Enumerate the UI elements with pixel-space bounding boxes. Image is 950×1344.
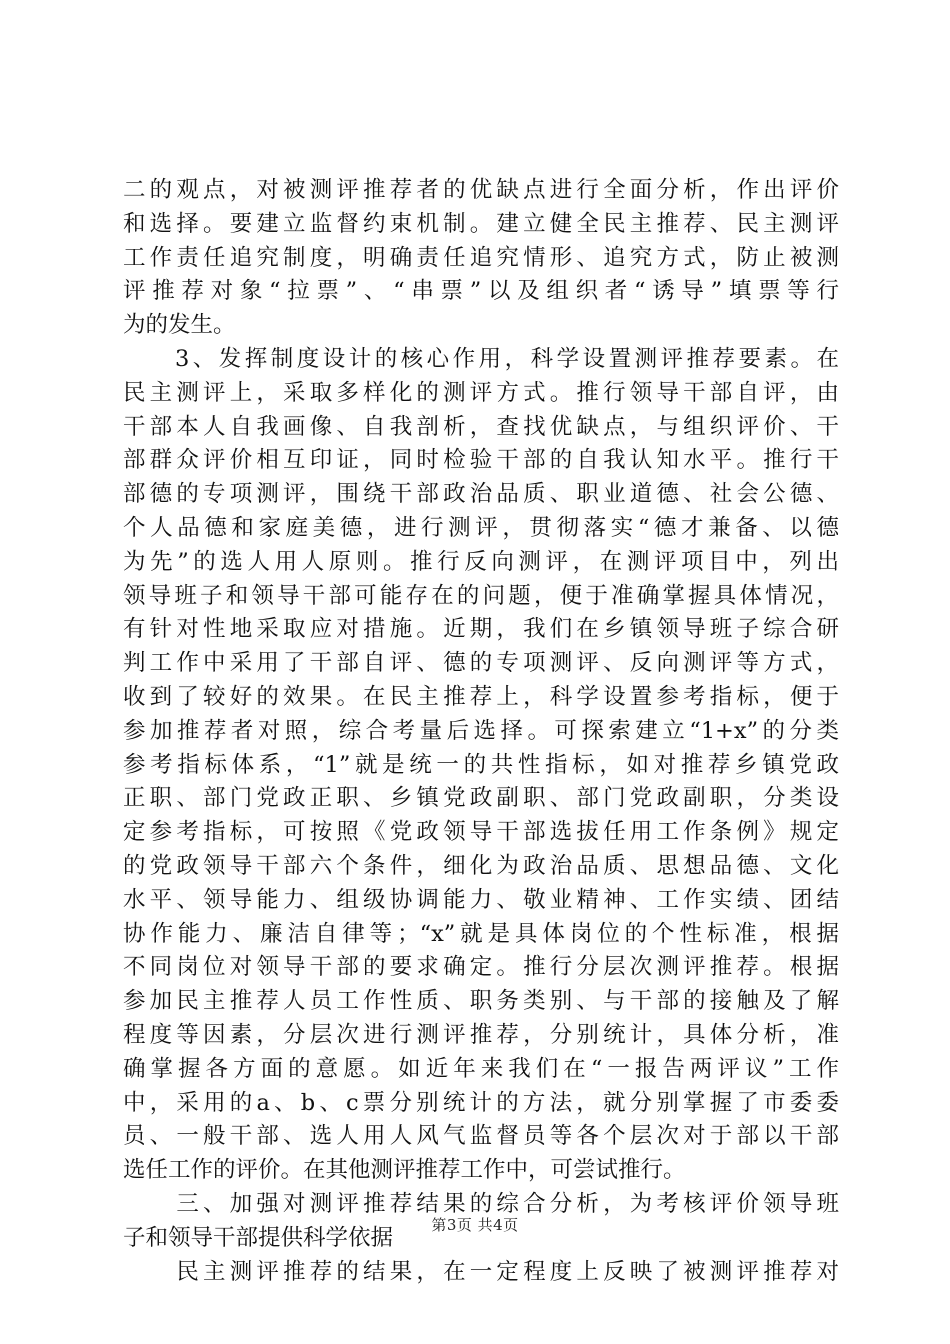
text-line: 参考指标体系，“1”就是统一的共性指标，如对推荐乡镇党政	[123, 751, 839, 778]
text-line: 确掌握各方面的意愿。如近年来我们在“一报告两评议”工作	[123, 1055, 839, 1082]
text-line: 工作责任追究制度，明确责任追究情形、追究方式，防止被测	[123, 244, 839, 271]
text-line: 部群众评价相互印证，同时检验干部的自我认知水平。推行干	[123, 447, 839, 474]
text-line: 评推荐对象“拉票”、“串票”以及组织者“诱导”填票等行	[123, 278, 839, 305]
text-line: 二的观点，对被测评推荐者的优缺点进行全面分析，作出评价	[123, 177, 839, 203]
text-line: 3、发挥制度设计的核心作用，科学设置测评推荐要素。在	[123, 345, 839, 372]
text-line: 参加民主推荐人员工作性质、职务类别、与干部的接触及了解	[123, 988, 839, 1015]
text-line: 收到了较好的效果。在民主推荐上，科学设置参考指标，便于	[123, 683, 839, 710]
section-heading-line: 三、加强对测评推荐结果的综合分析，为考核评价领导班	[123, 1190, 839, 1217]
text-line: 中，采用的a、b、c票分别统计的方法，就分别掌握了市委委	[123, 1089, 839, 1116]
text-line: 程度等因素，分层次进行测评推荐，分别统计，具体分析，准	[123, 1021, 839, 1048]
text-line: 民主测评上，采取多样化的测评方式。推行领导干部自评，由	[123, 379, 839, 406]
section-heading-line: 子和领导干部提供科学依据	[123, 1224, 394, 1251]
text-line: 为先”的选人用人原则。推行反向测评，在测评项目中，列出	[123, 548, 839, 575]
text-line: 和选择。要建立监督约束机制。建立健全民主推荐、民主测评	[123, 210, 839, 237]
page-number-footer: 第3页 共4页	[431, 1216, 519, 1234]
text-line: 协作能力、廉洁自律等；“x”就是具体岗位的个性标准，根据	[123, 920, 839, 947]
text-line: 部德的专项测评，围绕干部政治品质、职业道德、社会公德、	[123, 481, 839, 508]
text-line: 民主测评推荐的结果，在一定程度上反映了被测评推荐对	[123, 1258, 839, 1285]
text-line: 有针对性地采取应对措施。近期，我们在乡镇领导班子综合研	[123, 616, 839, 643]
text-line: 选任工作的评价。在其他测评推荐工作中，可尝试推行。	[123, 1157, 686, 1184]
text-line: 不同岗位对领导干部的要求确定。推行分层次测评推荐。根据	[123, 954, 839, 981]
text-line: 员、一般干部、选人用人风气监督员等各个层次对于部以干部	[123, 1123, 839, 1150]
text-line: 参加推荐者对照，综合考量后选择。可探索建立“1+x”的分类	[123, 717, 839, 744]
text-line: 的党政领导干部六个条件，细化为政治品质、思想品德、文化	[123, 852, 839, 879]
text-line: 水平、领导能力、组级协调能力、敬业精神、工作实绩、团结	[123, 886, 839, 913]
text-line: 定参考指标，可按照《党政领导干部选拔任用工作条例》规定	[123, 819, 839, 846]
text-line: 领导班子和领导干部可能存在的问题，便于准确掌握具体情况，	[123, 582, 839, 609]
text-line: 个人品德和家庭美德，进行测评，贯彻落实“德才兼备、以德	[123, 514, 839, 541]
text-line: 正职、部门党政正职、乡镇党政副职、部门党政副职，分类设	[123, 785, 839, 812]
text-line: 为的发生。	[123, 312, 236, 339]
text-line: 干部本人自我画像、自我剖析，查找优缺点，与组织评价、干	[123, 413, 839, 440]
document-body	[123, 174, 839, 1289]
text-line: 判工作中采用了干部自评、德的专项测评、反向测评等方式，	[123, 650, 839, 677]
